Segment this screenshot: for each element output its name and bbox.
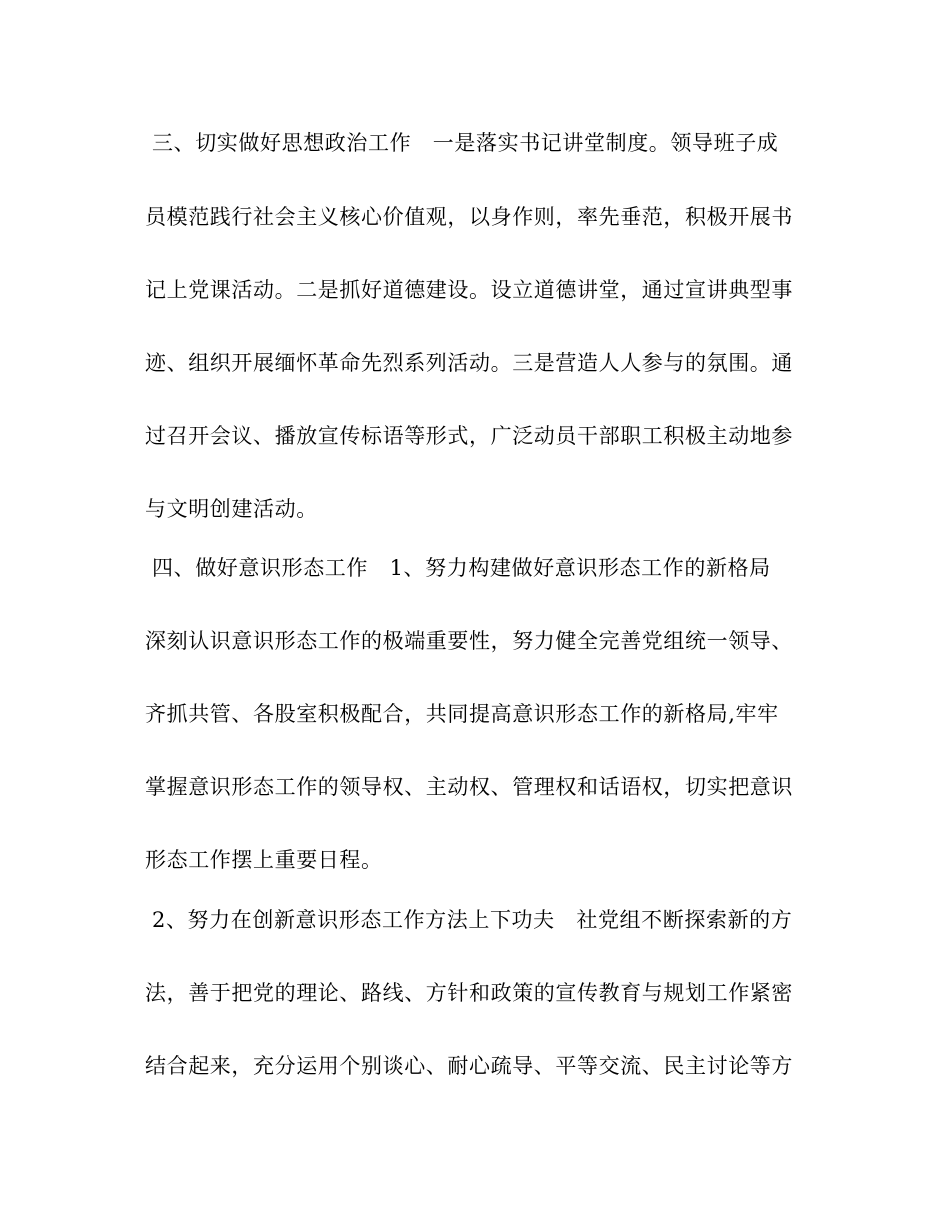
paragraph-line: 结合起来，充分运用个别谈心、耐心疏导、平等交流、民主讨论等方 xyxy=(145,1054,793,1078)
paragraph-line: 三、切实做好思想政治工作 一是落实书记讲堂制度。领导班子成 xyxy=(152,131,779,155)
paragraph-line: 2、努力在创新意识形态工作方法上下功夫 社党组不断探索新的方 xyxy=(152,908,793,932)
paragraph-line: 掌握意识形态工作的领导权、主动权、管理权和话语权，切实把意识 xyxy=(145,775,793,799)
paragraph-line: 过召开会议、播放宣传标语等形式，广泛动员干部职工积极主动地参 xyxy=(145,424,793,448)
paragraph-line: 深刻认识意识形态工作的极端重要性，努力健全完善党组统一领导、 xyxy=(145,629,793,653)
paragraph-line: 迹、组织开展缅怀革命先烈系列活动。三是营造人人参与的氛围。通 xyxy=(145,351,793,375)
paragraph-line: 四、做好意识形态工作 1、努力构建做好意识形态工作的新格局 xyxy=(152,556,771,580)
paragraph-line: 法，善于把党的理论、路线、方针和政策的宣传教育与规划工作紧密 xyxy=(145,981,793,1005)
paragraph-line: 员模范践行社会主义核心价值观，以身作则，率先垂范，积极开展书 xyxy=(145,205,793,229)
paragraph-line: 形态工作摆上重要日程。 xyxy=(145,848,383,872)
paragraph-line: 记上党课活动。二是抓好道德建设。设立道德讲堂，通过宣讲典型事 xyxy=(145,278,793,302)
paragraph-line: 齐抓共管、各股室积极配合，共同提高意识形态工作的新格局,牢牢 xyxy=(145,702,779,726)
paragraph-line: 与文明创建活动。 xyxy=(145,497,318,521)
